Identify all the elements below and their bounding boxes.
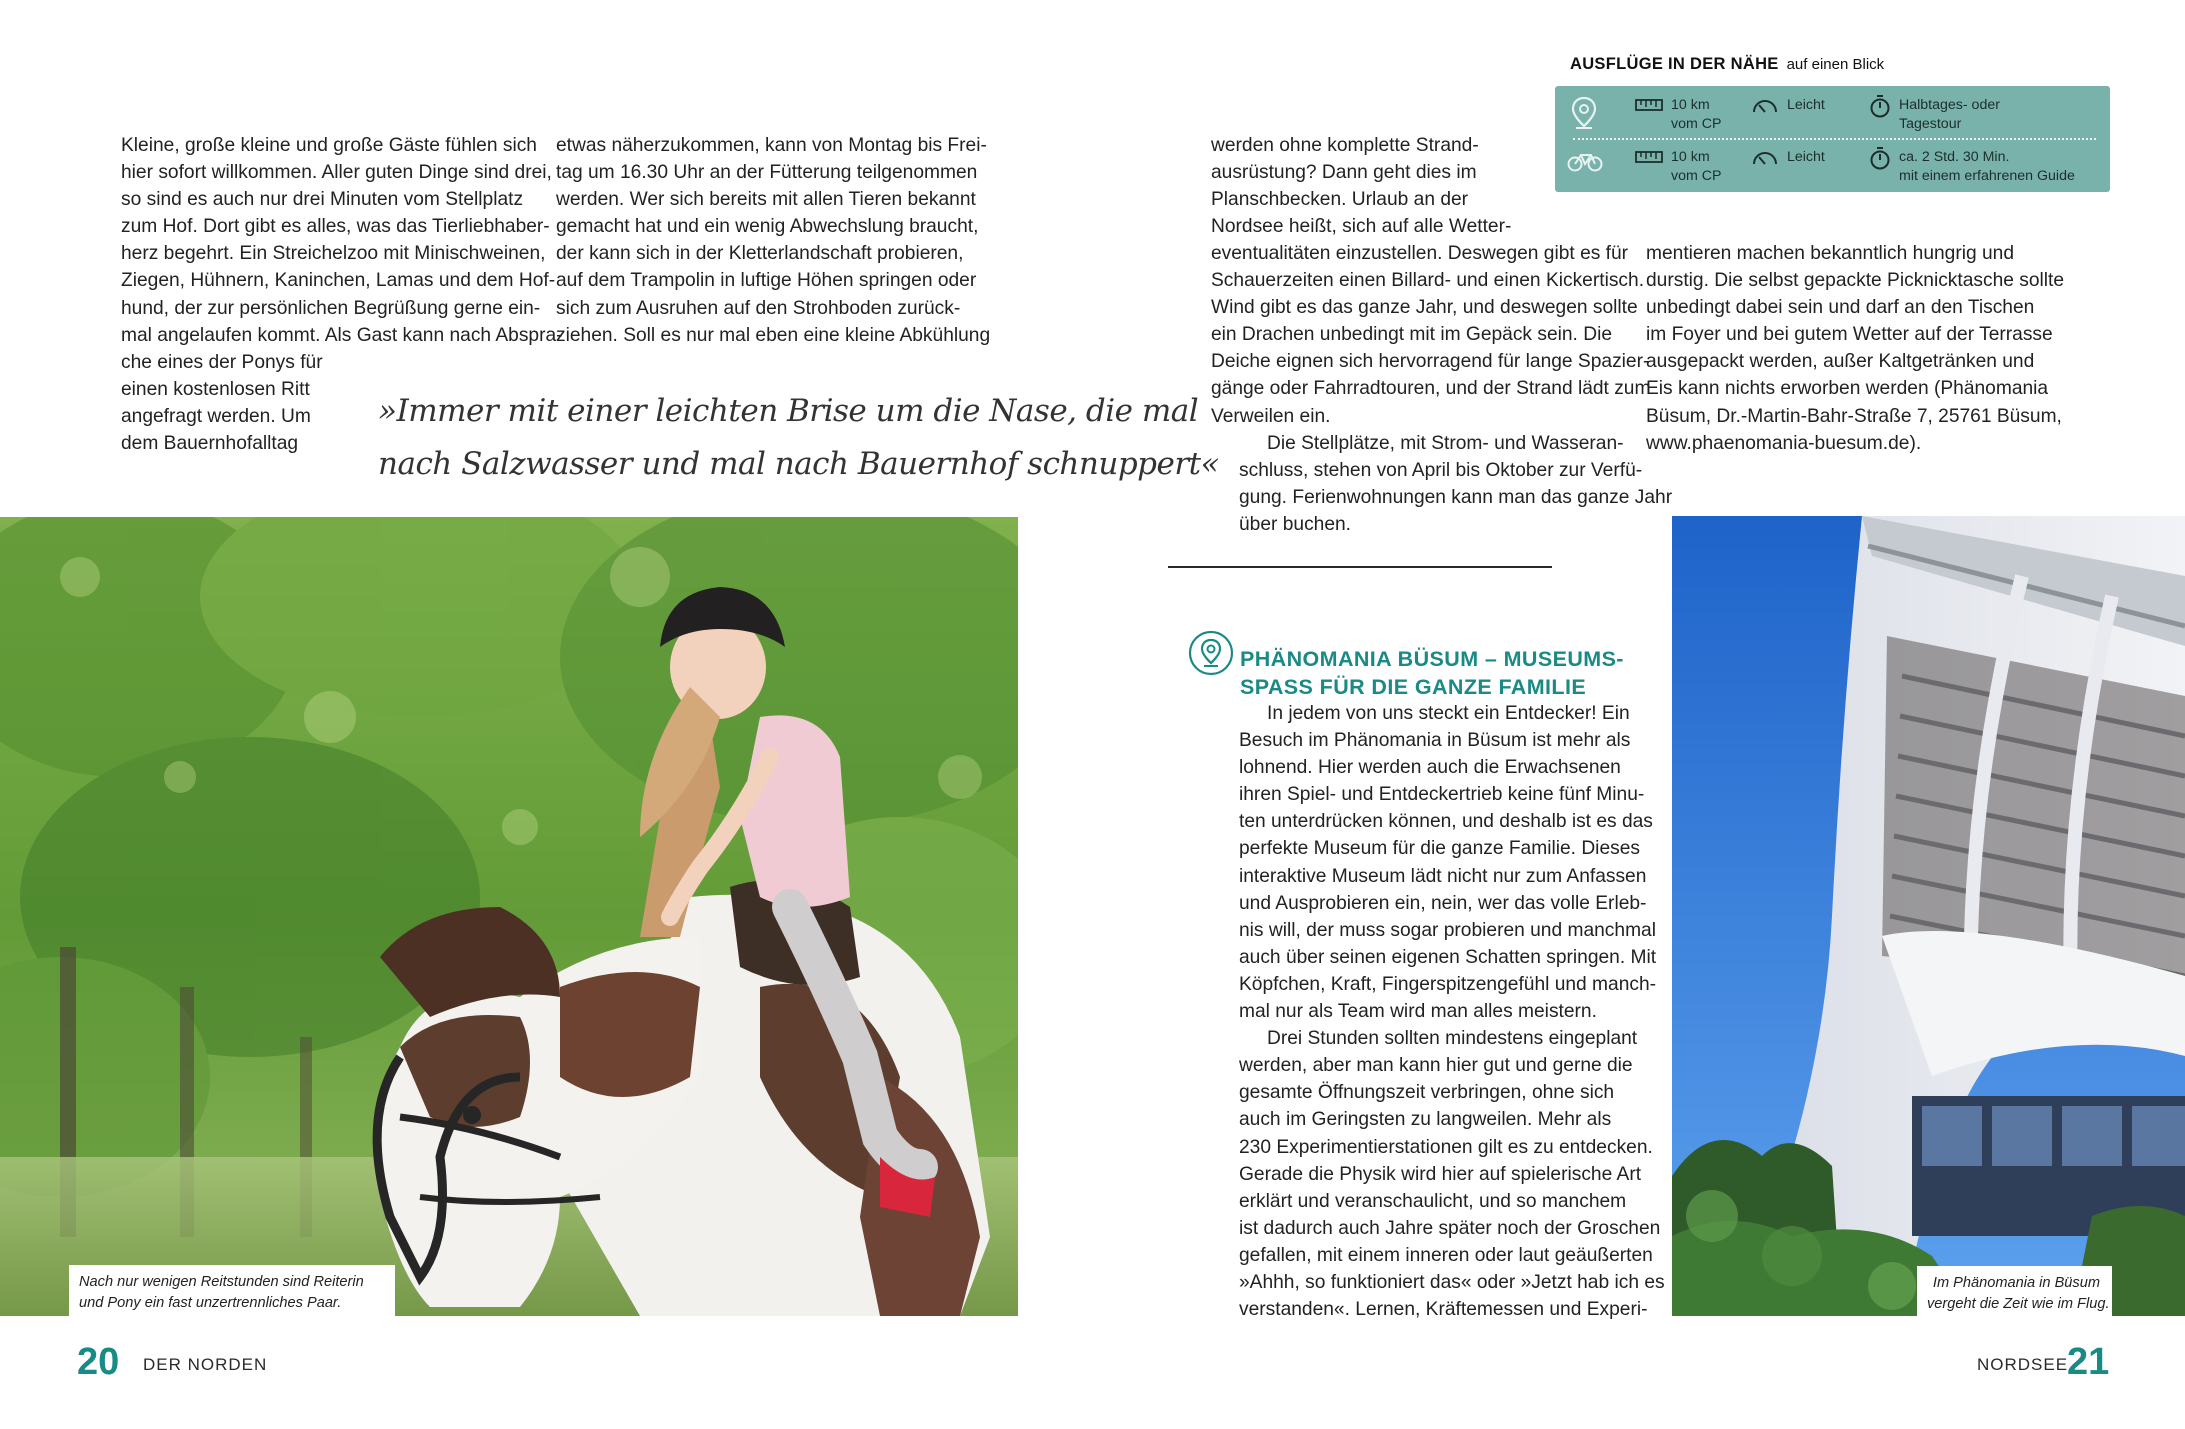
text-line: In jedem von uns steckt ein Entdecker! Ein xyxy=(1267,703,1630,724)
bicycle-icon xyxy=(1567,150,1603,172)
section-para-2 xyxy=(1211,1025,1665,1323)
text-line: ist dadurch auch Jahre später noch der Groschen xyxy=(1239,1217,1661,1239)
text-line: hund, der zur persönlichen Begrüßung gerne ein- xyxy=(121,297,541,319)
text-line: vom CP xyxy=(1671,115,1722,132)
text-line: Köpfchen, Kraft, Fingerspitzengefühl und manch- xyxy=(1239,973,1657,995)
ruler-icon xyxy=(1635,150,1663,164)
text-line: auch über seinen eigenen Schatten springen. Mit xyxy=(1239,946,1657,968)
text-line: gefallen, mit einem inneren oder laut geäußerten xyxy=(1239,1244,1653,1266)
text-line: vom CP xyxy=(1671,167,1722,184)
text-line: Planschbecken. Urlaub an der xyxy=(1211,189,1469,211)
text-line: werden, aber man kann hier gut und gerne die xyxy=(1239,1055,1633,1077)
text-line: 230 Experimentierstationen gilt es zu entdecken. xyxy=(1239,1136,1653,1158)
text-line: nis will, der muss sogar probieren und manchmal xyxy=(1239,919,1656,941)
text-line: gesamte Öffnungszeit verbringen, ohne sich xyxy=(1239,1082,1615,1104)
text-line: Tagestour xyxy=(1899,115,1962,132)
text-line: herz begehrt. Ein Streichelzoo mit Minischweinen, xyxy=(121,243,546,265)
infobox-row-1 xyxy=(1555,90,2110,140)
text-line: perfekte Museum für die ganze Familie. Dieses xyxy=(1239,838,1640,860)
text-line: che eines der Ponys für xyxy=(121,351,323,373)
text-line: dem Bauernhofalltag xyxy=(121,433,299,455)
text-line: Verweilen ein. xyxy=(1211,405,1331,427)
text-line: Gerade die Physik wird hier auf spielerische Art xyxy=(1239,1163,1642,1185)
right-column-1-top xyxy=(1211,132,1511,240)
text-line: lohnend. Hier werden auch die Erwachsenen xyxy=(1239,757,1621,779)
text-line: Drei Stunden sollten mindestens eingeplant xyxy=(1267,1028,1638,1050)
page-number-left: 20 xyxy=(77,1341,120,1383)
location-pin-icon xyxy=(1571,96,1597,130)
text-line: www.phaenomania-buesum.de). xyxy=(1646,432,1922,454)
section-divider xyxy=(1168,566,1552,568)
pony-girl-illustration xyxy=(0,517,1018,1316)
text-line: interaktive Museum lädt nicht nur zum Anfassen xyxy=(1239,865,1647,887)
text-line: gung. Ferienwohnungen kann man das ganze Jahr xyxy=(1239,486,1673,508)
text-line: ihren Spiel- und Entdeckertrieb keine fünf Minu- xyxy=(1239,784,1645,806)
infobox-title-text: AUSFLÜGE IN DER NÄHE xyxy=(1570,55,1779,73)
difficulty-text-2: Leicht xyxy=(1787,149,1825,165)
text-line: Büsum, Dr.-Martin-Bahr-Straße 7, 25761 Büsum, xyxy=(1646,405,2062,427)
section-heading xyxy=(1240,645,1624,701)
text-line: ten unterdrücken können, und deshalb ist es das xyxy=(1239,811,1653,833)
pony-photo-caption xyxy=(69,1265,395,1316)
distance-text-2 xyxy=(1671,148,1721,185)
infobox-divider xyxy=(1573,138,2096,140)
phaenomania-photo-caption xyxy=(1917,1266,2112,1316)
museum-building-illustration xyxy=(1672,516,2185,1316)
phaenomania-photo xyxy=(1672,516,2185,1316)
text-line: ausrüstung? Dann geht dies im xyxy=(1211,162,1477,184)
running-head-right: NORDSEE xyxy=(1977,1355,2069,1374)
page-number-right: 21 xyxy=(2067,1341,2110,1383)
text-line: mentieren machen bekanntlich hungrig und xyxy=(1646,243,2015,264)
text-line: unbedingt dabei sein und darf an den Tischen xyxy=(1646,297,2035,319)
text-line: einen kostenlosen Ritt xyxy=(121,378,310,400)
text-line: Eis kann nichts erworben werden (Phänomania xyxy=(1646,378,2049,400)
text-line: Kleine, große kleine und große Gäste fühlen sich xyxy=(121,135,537,156)
text-line: ca. 2 Std. 30 Min. xyxy=(1899,149,2010,165)
ruler-icon xyxy=(1635,98,1663,112)
text-line: über buchen. xyxy=(1239,513,1352,535)
text-line: erklärt und veranschaulicht, und so manchem xyxy=(1239,1190,1627,1212)
text-line: Wind gibt es das ganze Jahr, und deswegen sollte xyxy=(1211,297,1638,319)
text-line: 10 km xyxy=(1671,97,1710,113)
duration-text-2 xyxy=(1899,148,2075,185)
location-pin-icon xyxy=(1188,630,1234,676)
text-line: zum Hof. Dort gibt es alles, was das Tierliebhaber- xyxy=(121,216,550,238)
gauge-icon xyxy=(1751,148,1779,166)
infobox-row-2 xyxy=(1555,142,2110,192)
right-column-1-para-1 xyxy=(1211,240,1651,430)
text-line: und Pony ein fast unzertrennliches Paar. xyxy=(79,1295,342,1311)
text-line: angefragt werden. Um xyxy=(121,405,311,427)
difficulty-text-1: Leicht xyxy=(1787,97,1825,113)
text-line: auf dem Trampolin in luftige Höhen springen oder xyxy=(556,270,977,292)
text-line: Nach nur wenigen Reitstunden sind Reiterin xyxy=(79,1274,364,1290)
text-line: der kann sich in der Kletterlandschaft probieren, xyxy=(556,243,964,265)
text-line: eventualitäten einzustellen. Deswegen gibt es für xyxy=(1211,243,1629,264)
text-line: mit einem erfahrenen Guide xyxy=(1899,167,2075,184)
left-column-2 xyxy=(556,132,991,349)
text-line: Besuch im Phänomania in Büsum ist mehr als xyxy=(1239,730,1631,752)
text-line: so sind es auch nur drei Minuten vom Stellplatz xyxy=(121,189,524,211)
text-line: ein Drachen unbedingt mit im Gepäck sein. Die xyxy=(1211,324,1613,346)
infobox-title xyxy=(1570,55,1884,74)
text-line: durstig. Die selbst gepackte Picknicktasche sollte xyxy=(1646,270,2065,292)
text-line: SPASS FÜR DIE GANZE FAMILIE xyxy=(1240,675,1587,699)
text-line: vergeht die Zeit wie im Flug. xyxy=(1927,1296,2110,1312)
pull-quote xyxy=(378,385,1220,491)
text-line: gemacht hat und ein wenig Abwechslung braucht, xyxy=(556,216,979,238)
right-column-1-para-2 xyxy=(1211,430,1673,538)
text-line: »Immer mit einer leichten Brise um die Nase, die mal xyxy=(378,393,1199,429)
text-line: Schauerzeiten einen Billard- und einen Kickertisch. xyxy=(1211,270,1645,292)
pony-photo xyxy=(0,517,1018,1316)
gauge-icon xyxy=(1751,96,1779,114)
text-line: gänge oder Fahrradtouren, und der Strand lädt zum xyxy=(1211,378,1651,400)
text-line: tag um 16.30 Uhr an der Fütterung teilgenommen xyxy=(556,162,978,184)
section-para-1 xyxy=(1211,700,1657,1025)
text-line: PHÄNOMANIA BÜSUM – MUSEUMS- xyxy=(1240,647,1624,671)
text-line: ausgepackt werden, außer Kaltgetränken und xyxy=(1646,351,2035,373)
text-line: werden ohne komplette Strand- xyxy=(1211,135,1479,156)
stopwatch-icon xyxy=(1869,94,1891,118)
distance-text-1 xyxy=(1671,96,1721,133)
text-line: Im Phänomania in Büsum xyxy=(1932,1275,2100,1291)
section-body xyxy=(1211,700,1665,1323)
text-line: sich zum Ausruhen auf den Strohboden zurück- xyxy=(556,297,961,319)
text-line: Ziegen, Hühnern, Kaninchen, Lamas und dem Hof- xyxy=(121,270,556,292)
running-head-left: DER NORDEN xyxy=(143,1355,268,1374)
right-column-1-body xyxy=(1211,240,1673,538)
text-line: auch im Geringsten zu langweilen. Mehr als xyxy=(1239,1109,1612,1131)
text-line: nach Salzwasser und mal nach Bauernhof schnuppert« xyxy=(378,446,1220,482)
text-line: »Ahhh, so funktioniert das« oder »Jetzt hab ich es xyxy=(1239,1271,1665,1293)
stopwatch-icon xyxy=(1869,146,1891,170)
duration-text-1 xyxy=(1899,96,2000,133)
text-line: 10 km xyxy=(1671,149,1710,165)
text-line: schluss, stehen von April bis Oktober zur Verfü- xyxy=(1239,459,1643,481)
text-line: hier sofort willkommen. Aller guten Dinge sind drei, xyxy=(121,162,552,184)
text-line: verstanden«. Lernen, Kräftemessen und Experi- xyxy=(1239,1299,1648,1321)
text-line: mal angelaufen kommt. Als Gast kann nach Abspra- xyxy=(121,324,563,346)
right-column-2 xyxy=(1646,240,2086,457)
text-line: werden. Wer sich bereits mit allen Tieren bekannt xyxy=(556,189,976,211)
infobox-subtitle: auf einen Blick xyxy=(1786,56,1885,73)
text-line: im Foyer und bei gutem Wetter auf der Terrasse xyxy=(1646,324,2053,346)
text-line: Halbtages- oder xyxy=(1899,97,2000,113)
text-line: Nordsee heißt, sich auf alle Wetter- xyxy=(1211,216,1512,238)
text-line: Deiche eignen sich hervorragend für lange Spazier- xyxy=(1211,351,1650,373)
text-line: und Ausprobieren ein, nein, wer das volle Erleb- xyxy=(1239,892,1647,914)
text-line: mal nur als Team wird man alles meistern. xyxy=(1239,1001,1597,1023)
text-line: ziehen. Soll es nur mal eben eine kleine Abkühlung xyxy=(556,324,991,346)
excursion-infobox xyxy=(1555,86,2110,192)
text-line: etwas näherzukommen, kann von Montag bis Frei- xyxy=(556,135,987,156)
text-line: Die Stellplätze, mit Strom- und Wasseran- xyxy=(1267,432,1624,454)
